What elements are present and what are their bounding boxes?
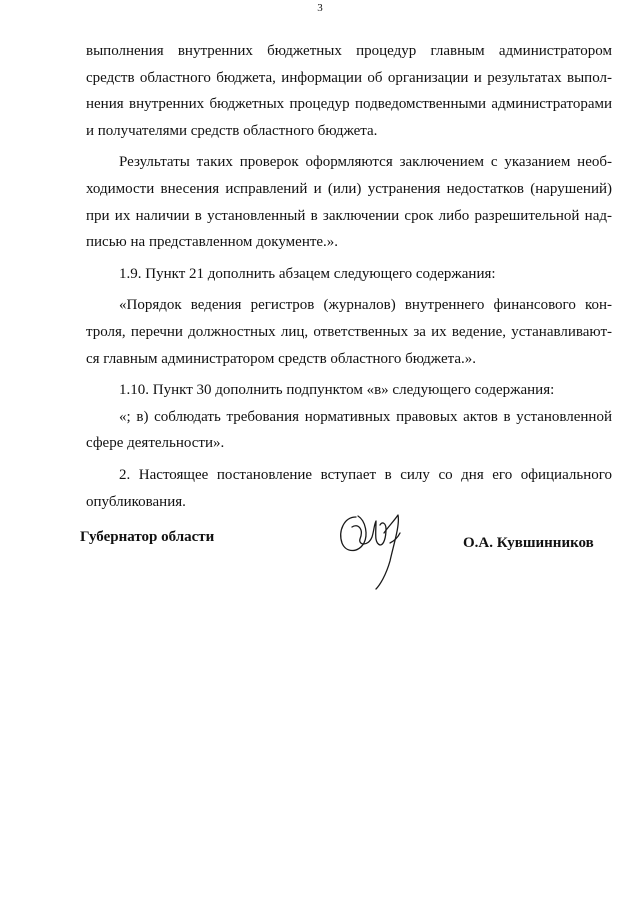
text-line: при их наличии в установленный в заключении срок либо разрешительной над- <box>86 207 612 224</box>
text-line: 1.10. Пункт 30 дополнить подпунктом «в» следующего содержания: <box>119 382 555 399</box>
paragraph-continuation <box>86 38 612 144</box>
text-line: ся главным администратором средств областного бюджета.». <box>86 350 477 367</box>
page-number: 3 <box>317 2 323 14</box>
paragraph-registers <box>86 292 612 372</box>
text-line: троля, перечни должностных лиц, ответственных за их ведение, устанавливают- <box>86 323 612 340</box>
text-line: Результаты таких проверок оформляются заключением с указанием необ- <box>119 154 612 171</box>
signatory-name: О.А. Кувшинников <box>463 535 594 551</box>
handwritten-signature <box>334 503 414 593</box>
text-line: «Порядок ведения регистров (журналов) внутреннего финансового кон- <box>119 297 612 314</box>
text-line: и получателями средств областного бюджета. <box>86 122 378 139</box>
paragraph-check-results <box>86 149 612 255</box>
signatory-title: Губернатор области <box>80 529 215 545</box>
text-line: писью на представленном документе.». <box>86 234 339 251</box>
text-line: 2. Настоящее постановление вступает в силу со дня его официального <box>119 466 612 483</box>
paragraph-item-1-10 <box>86 377 612 404</box>
text-line: выполнения внутренних бюджетных процедур главным администратором <box>86 43 612 59</box>
text-line: средств областного бюджета, информации об организации и результатах выпол- <box>86 69 612 86</box>
text-line: нения внутренних бюджетных процедур подведомственными администраторами <box>86 96 612 113</box>
paragraph-subitem-v <box>86 404 612 457</box>
text-line: «; в) соблюдать требования нормативных правовых актов в установленной <box>119 408 612 425</box>
paragraph-item-1-9 <box>86 261 612 288</box>
text-line: 1.9. Пункт 21 дополнить абзацем следующего содержания: <box>119 265 496 282</box>
text-line: опубликования. <box>86 493 186 510</box>
document-body <box>86 38 612 515</box>
text-line: сфере деятельности». <box>86 435 225 452</box>
text-line: ходимости внесения исправлений и (или) устранения недостатков (нарушений) <box>86 180 612 197</box>
